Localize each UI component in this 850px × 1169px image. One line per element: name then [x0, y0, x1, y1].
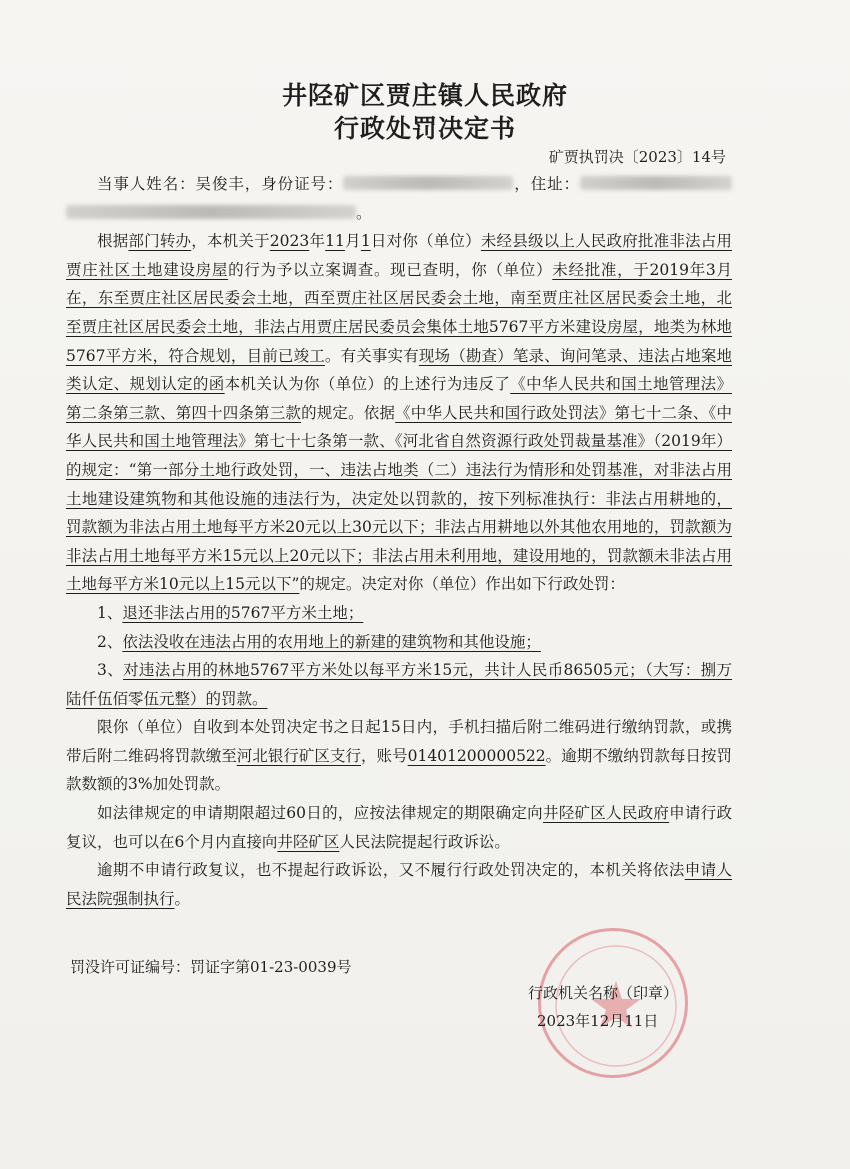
party-info: 当事人姓名：吴俊丰，身份证号： ，住址：。	[66, 170, 732, 227]
redacted-address	[580, 176, 732, 190]
penalty-item-1: 1、退还非法占用的5767平方米土地；	[97, 603, 364, 622]
permit-number: 罚没许可证编号：罚证字第01-23-0039号	[70, 958, 352, 976]
document-title-line1: 井陉矿区贾庄镇人民政府	[281, 81, 568, 110]
penalty-item-3: 3、对违法占用的林地5767平方米处以每平方米15元，共计人民币86505元；（大写：捌万陆仟伍佰零伍元整）的罚款。	[66, 661, 732, 708]
penalty-item-2: 2、依法没收在违法占用的农用地上的新建的建筑物和其他设施；	[97, 632, 541, 651]
redacted-id-number	[343, 176, 513, 190]
document-number: 矿贾执罚决〔2023〕14号	[548, 148, 726, 166]
redacted-address-cont	[66, 205, 356, 219]
authority-name-label: 行政机关名称（印章）	[528, 984, 679, 1002]
enforcement-paragraph: 逾期不申请行政复议，也不提起行政诉讼，又不履行行政处罚决定的，本机关将依法申请人民法院强制执行。	[66, 861, 732, 908]
payment-paragraph: 限你（单位）自收到本处罚决定书之日起15日内，手机扫描后附二维码进行缴纳罚款，或携带后附二维码将罚款缴至河北银行矿区支行，账号01401200000522。逾期不缴纳罚款每日按罚款数额的3%加处罚款。	[66, 718, 732, 794]
facts-paragraph: 根据部门转办，本机关于2023年11月1日对你（单位）未经县级以上人民政府批准非法占用贾庄社区土地建设房屋的行为予以立案调查。现已查明，你（单位）未经批准，于2019年3月在，东至贾庄社区居民委会土地，西至贾庄社区居民委会土地，南至贾庄社区居民委会土地，北至贾庄社区居民委会土地，非法占用贾庄居民委员会集体土地5767平方米建设房屋，地类为林地5767平方米，符合规划，目前已竣工。有关事实有现场（勘查）笔录、询问笔录、违法占地案地类认定、规划认定的函本机关认为你（单位）的上述行为违反了《中华人民共和国土地管理法》第二条第三款、第四十四条第三款的规定。依据《中华人民共和国行政处罚法》第七十二条、《中华人民共和国土地管理法》第七十七条第一款、《河北省自然资源行政处罚裁量基准》（2019年）的规定：“第一部分土地行政处罚，一、违法占地类（二）违法行为情形和处罚基准，对非法占用土地建设建筑物和其他设施的违法行为，决定处以罚款的，按下列标准执行：非法占用耕地的，罚款额为非法占用土地每平方米20元以上30元以下；非法占用耕地以外其他农用地的，罚款额为非法占用土地每平方米15元以上20元以下；非法占用未利用地，建设用地的，罚款额未非法占用土地每平方米10元以上15元以下”的规定。决定对你（单位）作出如下行政处罚：	[66, 232, 732, 594]
document-title-line2: 行政处罚决定书	[333, 114, 516, 143]
decision-date: 2023年12月11日	[537, 1012, 659, 1030]
document-body	[66, 170, 732, 913]
seal-graphic	[541, 931, 691, 1081]
official-seal	[538, 928, 688, 1078]
appeal-paragraph: 如法律规定的申请期限超过60日的，应按法律规定的期限确定向井陉矿区人民政府申请行政复议，也可以在6个月内直接向井陉矿区人民法院提起行政诉讼。	[66, 804, 732, 851]
